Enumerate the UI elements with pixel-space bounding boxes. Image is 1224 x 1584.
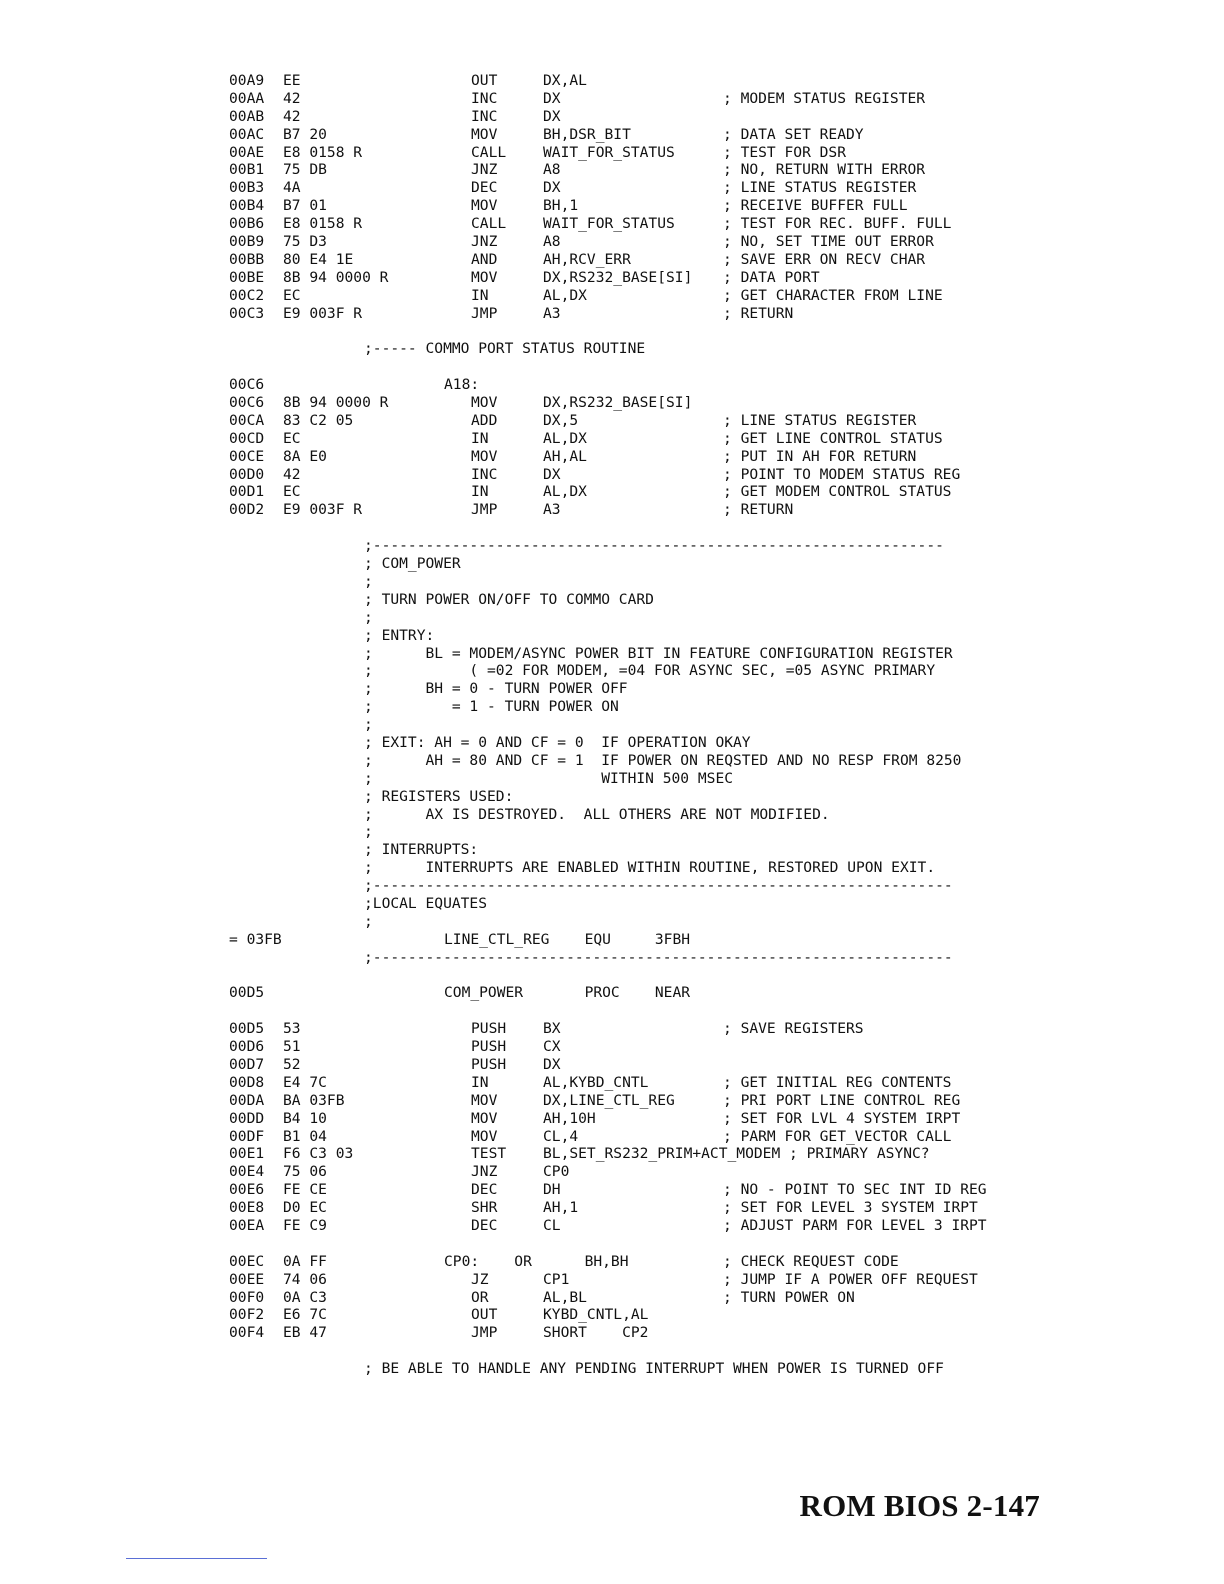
assembly-listing — [0, 72, 1224, 1378]
code-line — [0, 1128, 1224, 1146]
comment-line — [0, 645, 1224, 663]
address: 00D2 — [229, 501, 265, 519]
machine-code: EC — [283, 429, 301, 447]
machine-code: BA 03FB — [283, 1091, 345, 1109]
operands: AL,DX — [543, 286, 587, 304]
mnemonic: MOV — [471, 1109, 498, 1127]
address: 00D1 — [229, 483, 265, 501]
address: 00AC — [229, 125, 265, 143]
operands: AL,DX — [543, 483, 587, 501]
mnemonic: MOV — [471, 447, 498, 465]
equate-value: = 03FB — [229, 930, 282, 948]
machine-code: B4 10 — [283, 1109, 327, 1127]
blank-line — [0, 1342, 1224, 1360]
address: 00AE — [229, 143, 265, 161]
mnemonic: MOV — [471, 1091, 498, 1109]
operands: WAIT_FOR_STATUS — [543, 215, 675, 233]
equate-text: LINE_CTL_REG EQU 3FBH — [444, 930, 691, 948]
code-line — [0, 412, 1224, 430]
code-line — [0, 483, 1224, 501]
code-line — [0, 1110, 1224, 1128]
mnemonic: INC — [471, 465, 498, 483]
machine-code: EC — [283, 483, 301, 501]
address: 00B1 — [229, 161, 265, 179]
code-line — [0, 1020, 1224, 1038]
address: 00DF — [229, 1127, 265, 1145]
operands: BH,DSR_BIT — [543, 125, 631, 143]
operands: CX — [543, 1038, 561, 1056]
comment-line — [0, 949, 1224, 967]
comment-line — [0, 752, 1224, 770]
mnemonic: SHR — [471, 1199, 498, 1217]
comment-rule: ;------------------------------------------------------------------ — [364, 948, 953, 966]
machine-code: 75 06 — [283, 1163, 327, 1181]
mnemonic: MOV — [471, 268, 498, 286]
operands: CL — [543, 1217, 561, 1234]
machine-code: E4 7C — [283, 1073, 327, 1091]
comment-text: ; — [364, 823, 373, 841]
comment-line — [0, 1360, 1224, 1378]
address: 00B4 — [229, 197, 265, 215]
operands: DX — [543, 89, 561, 107]
machine-code: B7 20 — [283, 125, 327, 143]
machine-code: E9 003F R — [283, 304, 363, 322]
comment-text: ; — [364, 572, 373, 590]
address: 00C6 — [229, 376, 265, 394]
machine-code: 74 06 — [283, 1270, 327, 1288]
comment-line — [0, 788, 1224, 806]
comment-text: ; BL = MODEM/ASYNC POWER BIT IN FEATURE CONFIGURATION REGISTER — [364, 644, 953, 662]
comment-line — [0, 555, 1224, 573]
comment: ; ADJUST PARM FOR LEVEL 3 IRPT — [723, 1217, 987, 1234]
code-line — [0, 1092, 1224, 1110]
operands: AH,AL — [543, 447, 587, 465]
comment-line — [0, 895, 1224, 913]
address: 00E8 — [229, 1199, 265, 1217]
mnemonic: TEST — [471, 1145, 507, 1163]
machine-code: 52 — [283, 1055, 301, 1073]
address: 00D5 — [229, 984, 265, 1002]
machine-code: 42 — [283, 89, 301, 107]
comment: ; PARM FOR GET_VECTOR CALL — [723, 1127, 952, 1145]
operands: A8 — [543, 161, 561, 179]
address: 00D6 — [229, 1038, 265, 1056]
machine-code: 8A E0 — [283, 447, 327, 465]
comment: ; RECEIVE BUFFER FULL — [723, 197, 908, 215]
operands: CL,4 — [543, 1127, 579, 1145]
comment: ; RETURN — [723, 304, 794, 322]
comment: ; NO - POINT TO SEC INT ID REG — [723, 1181, 987, 1199]
footnote-rule — [126, 1558, 267, 1559]
comment: ; GET MODEM CONTROL STATUS — [723, 483, 952, 501]
comment-text: ; ( =02 FOR MODEM, =04 FOR ASYNC SEC, =05 ASYNC PRIMARY — [364, 662, 936, 680]
comment: ; TEST FOR DSR — [723, 143, 847, 161]
code-line — [0, 233, 1224, 251]
blank-line — [0, 967, 1224, 985]
code-line — [0, 179, 1224, 197]
machine-code: 75 DB — [283, 161, 327, 179]
mnemonic: IN — [471, 286, 489, 304]
comment: ; CHECK REQUEST CODE — [723, 1252, 899, 1270]
comment-text: ; — [364, 608, 373, 626]
mnemonic: JNZ — [471, 233, 498, 251]
comment-line — [0, 913, 1224, 931]
machine-code: 83 C2 05 — [283, 411, 354, 429]
mnemonic: MOV — [471, 1127, 498, 1145]
comment: ; PRI PORT LINE CONTROL REG — [723, 1091, 961, 1109]
comment: ; MODEM STATUS REGISTER — [723, 89, 926, 107]
code-line — [0, 197, 1224, 215]
code-line — [0, 501, 1224, 519]
machine-code: EC — [283, 286, 301, 304]
comment: ; NO, RETURN WITH ERROR — [723, 161, 926, 179]
comment-line — [0, 734, 1224, 752]
machine-code: 80 E4 1E — [283, 250, 354, 268]
mnemonic: CALL — [471, 143, 507, 161]
address: 00EA — [229, 1217, 265, 1234]
operands: A3 — [543, 501, 561, 519]
blank-line — [0, 1002, 1224, 1020]
code-line — [0, 1056, 1224, 1074]
blank-line — [0, 519, 1224, 537]
code-line — [0, 1217, 1224, 1235]
operands: DX,AL — [543, 72, 587, 89]
machine-code: 51 — [283, 1038, 301, 1056]
operands: AH,10H — [543, 1109, 596, 1127]
machine-code: E6 7C — [283, 1306, 327, 1324]
comment: ; LINE STATUS REGISTER — [723, 179, 917, 197]
section-heading — [0, 340, 1224, 358]
comment-text: ; WITHIN 500 MSEC — [364, 769, 734, 787]
address: 00F0 — [229, 1288, 265, 1306]
mnemonic: INC — [471, 107, 498, 125]
comment: ; POINT TO MODEM STATUS REG — [723, 465, 961, 483]
operands: DX — [543, 1055, 561, 1073]
comment: ; SAVE REGISTERS — [723, 1020, 864, 1038]
operands: DX,LINE_CTL_REG — [543, 1091, 675, 1109]
address: 00D0 — [229, 465, 265, 483]
address: 00F2 — [229, 1306, 265, 1324]
code-line — [0, 1038, 1224, 1056]
mnemonic: IN — [471, 429, 489, 447]
address: 00F4 — [229, 1324, 265, 1342]
address: 00D7 — [229, 1055, 265, 1073]
machine-code: 42 — [283, 107, 301, 125]
operands: AL,KYBD_CNTL — [543, 1073, 649, 1091]
address: 00C3 — [229, 304, 265, 322]
mnemonic: DEC — [471, 179, 498, 197]
code-line — [0, 1271, 1224, 1289]
comment-text: ; — [364, 912, 373, 930]
comment: ; TURN POWER ON — [723, 1288, 855, 1306]
mnemonic: PUSH — [471, 1020, 507, 1038]
comment-line — [0, 877, 1224, 895]
code-line — [0, 394, 1224, 412]
code-line — [0, 161, 1224, 179]
operands: AH,RCV_ERR — [543, 250, 631, 268]
comment-line — [0, 859, 1224, 877]
machine-code: D0 EC — [283, 1199, 327, 1217]
operands: A8 — [543, 233, 561, 251]
machine-code: B7 01 — [283, 197, 327, 215]
machine-code: 75 D3 — [283, 233, 327, 251]
code-line — [0, 448, 1224, 466]
operands: AH,1 — [543, 1199, 579, 1217]
comment-text: ; TURN POWER ON/OFF TO COMMO CARD — [364, 590, 654, 608]
mnemonic: JMP — [471, 304, 498, 322]
machine-code: E8 0158 R — [283, 215, 363, 233]
mnemonic: JNZ — [471, 161, 498, 179]
operands: DX,RS232_BASE[SI] — [543, 394, 693, 412]
machine-code: B1 04 — [283, 1127, 327, 1145]
machine-code: 0A C3 — [283, 1288, 327, 1306]
comment-line — [0, 573, 1224, 591]
address: 00AA — [229, 89, 265, 107]
comment-text: ; BE ABLE TO HANDLE ANY PENDING INTERRUPT WHEN POWER IS TURNED OFF — [364, 1360, 944, 1378]
operands: DH — [543, 1181, 561, 1199]
machine-code: F6 C3 03 — [283, 1145, 354, 1163]
address: 00AB — [229, 107, 265, 125]
code-line — [0, 90, 1224, 108]
code-line — [0, 1289, 1224, 1307]
comment-text: ; BH = 0 - TURN POWER OFF — [364, 680, 628, 698]
comment-line — [0, 806, 1224, 824]
code-line — [0, 1253, 1224, 1271]
address: 00C2 — [229, 286, 265, 304]
comment: ; RETURN — [723, 501, 794, 519]
mnemonic: INC — [471, 89, 498, 107]
comment-text: ;LOCAL EQUATES — [364, 894, 488, 912]
operands: BH,1 — [543, 197, 579, 215]
machine-code: FE C9 — [283, 1217, 327, 1234]
operands: DX,5 — [543, 411, 579, 429]
operands: AL,DX — [543, 429, 587, 447]
comment-text: ; COM_POWER — [364, 555, 461, 573]
code-line — [0, 1163, 1224, 1181]
comment: ; TEST FOR REC. BUFF. FULL — [723, 215, 952, 233]
comment-text: ; REGISTERS USED: — [364, 787, 514, 805]
address: 00EE — [229, 1270, 265, 1288]
mnemonic: PUSH — [471, 1055, 507, 1073]
mnemonic: DEC — [471, 1217, 498, 1234]
code-line — [0, 1199, 1224, 1217]
address: 00B9 — [229, 233, 265, 251]
mnemonic: IN — [471, 1073, 489, 1091]
machine-code: E9 003F R — [283, 501, 363, 519]
page-footer: ROM BIOS 2-147 — [799, 1488, 1040, 1523]
code-line — [0, 269, 1224, 287]
operands: DX — [543, 107, 561, 125]
comment: ; JUMP IF A POWER OFF REQUEST — [723, 1270, 978, 1288]
machine-code: E8 0158 R — [283, 143, 363, 161]
address: 00E1 — [229, 1145, 265, 1163]
address: 00DD — [229, 1109, 265, 1127]
comment: ; SET FOR LVL 4 SYSTEM IRPT — [723, 1109, 961, 1127]
comment-line — [0, 609, 1224, 627]
comment-line — [0, 841, 1224, 859]
operands: CP0 — [543, 1163, 570, 1181]
blank-line — [0, 322, 1224, 340]
comment-text: ; = 1 - TURN POWER ON — [364, 698, 619, 716]
address: 00E4 — [229, 1163, 265, 1181]
mnemonic: PUSH — [471, 1038, 507, 1056]
comment-text: ;------------------------------------------------------------------ — [364, 877, 953, 895]
code-line — [0, 215, 1224, 233]
operands: WAIT_FOR_STATUS — [543, 143, 675, 161]
code-line — [0, 430, 1224, 448]
label: A18: — [444, 376, 480, 394]
comment: ; GET LINE CONTROL STATUS — [723, 429, 943, 447]
code-line — [0, 305, 1224, 323]
comment-line — [0, 716, 1224, 734]
machine-code: 53 — [283, 1020, 301, 1038]
comment: ; LINE STATUS REGISTER — [723, 411, 917, 429]
comment-text: ;----------------------------------------------------------------- — [364, 537, 944, 555]
operands: DX — [543, 465, 561, 483]
address: 00DA — [229, 1091, 265, 1109]
operands: SHORT CP2 — [543, 1324, 649, 1342]
code-line — [0, 466, 1224, 484]
comment-line — [0, 698, 1224, 716]
mnemonic: JMP — [471, 501, 498, 519]
address: 00B3 — [229, 179, 265, 197]
machine-code: FE CE — [283, 1181, 327, 1199]
operands: BX — [543, 1020, 561, 1038]
machine-code: 8B 94 0000 R — [283, 268, 389, 286]
comment-line — [0, 823, 1224, 841]
operands: CP1 — [543, 1270, 570, 1288]
code-line — [0, 1181, 1224, 1199]
code-line — [0, 1145, 1224, 1163]
address: 00D5 — [229, 1020, 265, 1038]
address: 00E6 — [229, 1181, 265, 1199]
code-line — [0, 144, 1224, 162]
comment-line — [0, 662, 1224, 680]
comment-line — [0, 680, 1224, 698]
mnemonic: MOV — [471, 197, 498, 215]
blank-line — [0, 1235, 1224, 1253]
mnemonic: CALL — [471, 215, 507, 233]
address: 00CE — [229, 447, 265, 465]
blank-line — [0, 358, 1224, 376]
mnemonic: OUT — [471, 1306, 498, 1324]
address: 00CD — [229, 429, 265, 447]
instruction: CP0: OR BH,BH — [444, 1252, 629, 1270]
comment-text: ; INTERRUPTS ARE ENABLED WITHIN ROUTINE, RESTORED UPON EXIT. — [364, 859, 936, 877]
operands: KYBD_CNTL,AL — [543, 1306, 649, 1324]
comment-text: ; EXIT: AH = 0 AND CF = 0 IF OPERATION OKAY — [364, 733, 751, 751]
mnemonic: OR — [471, 1288, 489, 1306]
code-line — [0, 108, 1224, 126]
address: 00BB — [229, 250, 265, 268]
operands: DX,RS232_BASE[SI] — [543, 268, 693, 286]
operands: DX — [543, 179, 561, 197]
code-line — [0, 72, 1224, 90]
machine-code: 42 — [283, 465, 301, 483]
address: 00CA — [229, 411, 265, 429]
code-line — [0, 287, 1224, 305]
mnemonic: OUT — [471, 72, 498, 89]
equate-line — [0, 931, 1224, 949]
comment-text: ; AH = 80 AND CF = 1 IF POWER ON REQSTED AND NO RESP FROM 8250 — [364, 751, 962, 769]
mnemonic: AND — [471, 250, 498, 268]
mnemonic: JMP — [471, 1324, 498, 1342]
comment: ; NO, SET TIME OUT ERROR — [723, 233, 934, 251]
code-line — [0, 1074, 1224, 1092]
comment-line — [0, 591, 1224, 609]
comment: ; PUT IN AH FOR RETURN — [723, 447, 917, 465]
code-line — [0, 1306, 1224, 1324]
proc-text: COM_POWER PROC NEAR — [444, 984, 691, 1002]
operands: BL,SET_RS232_PRIM+ACT_MODEM ; PRIMARY ASYNC? — [543, 1145, 930, 1163]
mnemonic: IN — [471, 483, 489, 501]
address: 00B6 — [229, 215, 265, 233]
address: 00EC — [229, 1252, 265, 1270]
mnemonic: MOV — [471, 125, 498, 143]
mnemonic: DEC — [471, 1181, 498, 1199]
comment-text: ; AX IS DESTROYED. ALL OTHERS ARE NOT MODIFIED. — [364, 805, 830, 823]
comment-line — [0, 770, 1224, 788]
comment-line — [0, 537, 1224, 555]
address: 00D8 — [229, 1073, 265, 1091]
machine-code: EB 47 — [283, 1324, 327, 1342]
code-line — [0, 251, 1224, 269]
machine-code: 8B 94 0000 R — [283, 394, 389, 412]
label-line — [0, 376, 1224, 394]
comment: ; SET FOR LEVEL 3 SYSTEM IRPT — [723, 1199, 978, 1217]
comment-text: ; ENTRY: — [364, 626, 435, 644]
address: 00BE — [229, 268, 265, 286]
comment-line — [0, 627, 1224, 645]
comment-text: ; — [364, 716, 373, 734]
mnemonic: ADD — [471, 411, 498, 429]
comment-text: ; INTERRUPTS: — [364, 841, 479, 859]
code-line — [0, 126, 1224, 144]
mnemonic: JZ — [471, 1270, 489, 1288]
mnemonic: MOV — [471, 394, 498, 412]
machine-code: 0A FF — [283, 1252, 327, 1270]
address: 00A9 — [229, 72, 265, 89]
machine-code: EE — [283, 72, 301, 89]
code-line — [0, 1324, 1224, 1342]
comment: ; GET CHARACTER FROM LINE — [723, 286, 943, 304]
comment: ; GET INITIAL REG CONTENTS — [723, 1073, 952, 1091]
comment: ; DATA PORT — [723, 268, 820, 286]
address: 00C6 — [229, 394, 265, 412]
mnemonic: JNZ — [471, 1163, 498, 1181]
comment: ; SAVE ERR ON RECV CHAR — [723, 250, 926, 268]
operands: A3 — [543, 304, 561, 322]
machine-code: 4A — [283, 179, 301, 197]
proc-line — [0, 984, 1224, 1002]
operands: AL,BL — [543, 1288, 587, 1306]
status-heading: ;----- COMMO PORT STATUS ROUTINE — [364, 340, 646, 358]
comment: ; DATA SET READY — [723, 125, 864, 143]
